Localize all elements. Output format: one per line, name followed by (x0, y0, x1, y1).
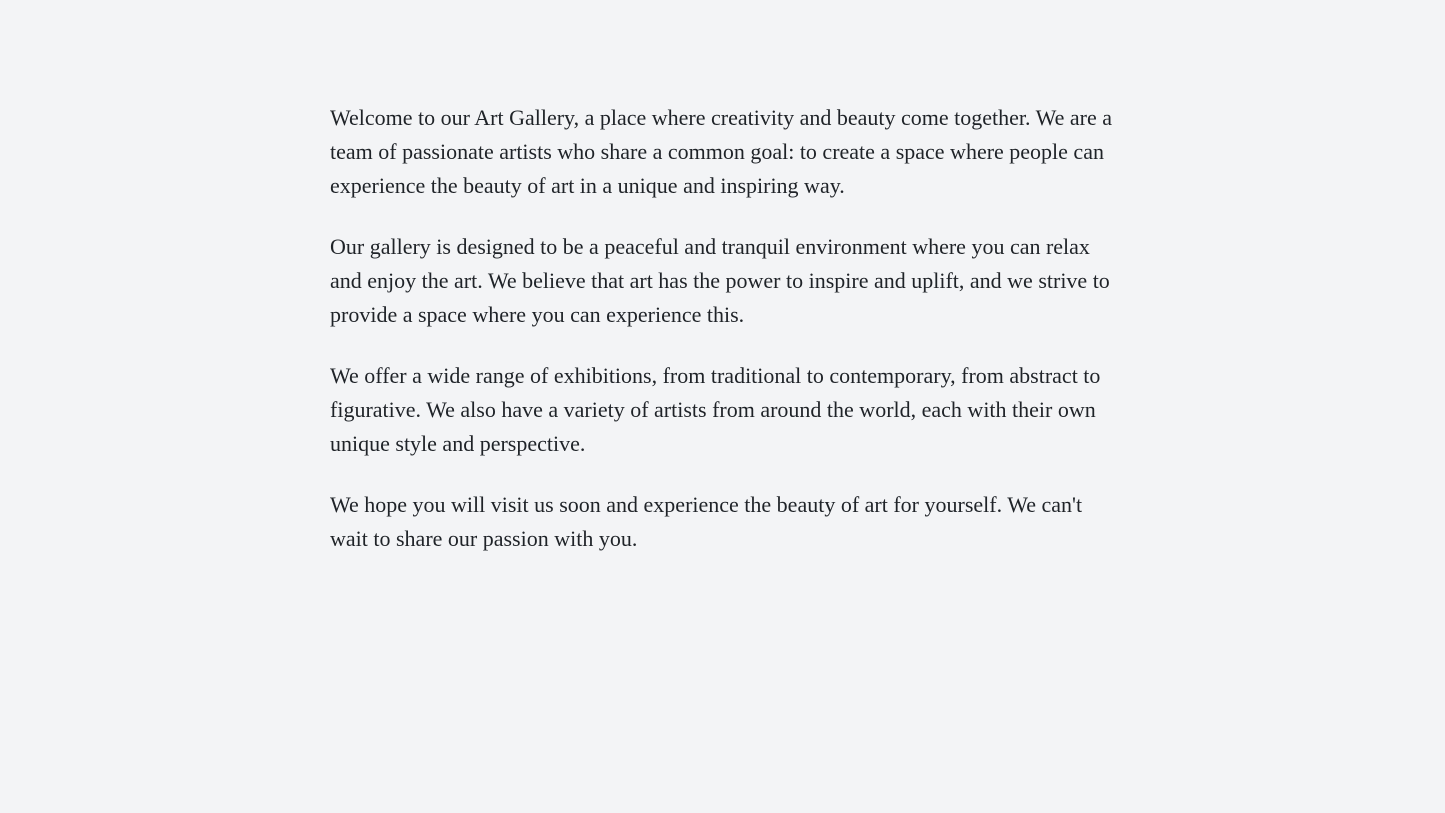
main-content (330, 101, 1115, 583)
intro-paragraph: Welcome to our Art Gallery, a place where creativity and beauty come together. We are a team of passionate artists who share a common goal: to create a space where people can experience the beauty of art in a unique and inspiring way. (330, 105, 1112, 198)
exhibitions-paragraph: We offer a wide range of exhibitions, from traditional to contemporary, from abstract to figurative. We also have a variety of artists from around the world, each with their own unique style and perspective. (330, 363, 1101, 456)
closing-paragraph: We hope you will visit us soon and experience the beauty of art for yourself. We can't wait to share our passion with you. (330, 492, 1083, 551)
environment-paragraph: Our gallery is designed to be a peaceful and tranquil environment where you can relax and enjoy the art. We believe that art has the power to inspire and uplift, and we strive to provide a space where you can experience this. (330, 234, 1110, 327)
